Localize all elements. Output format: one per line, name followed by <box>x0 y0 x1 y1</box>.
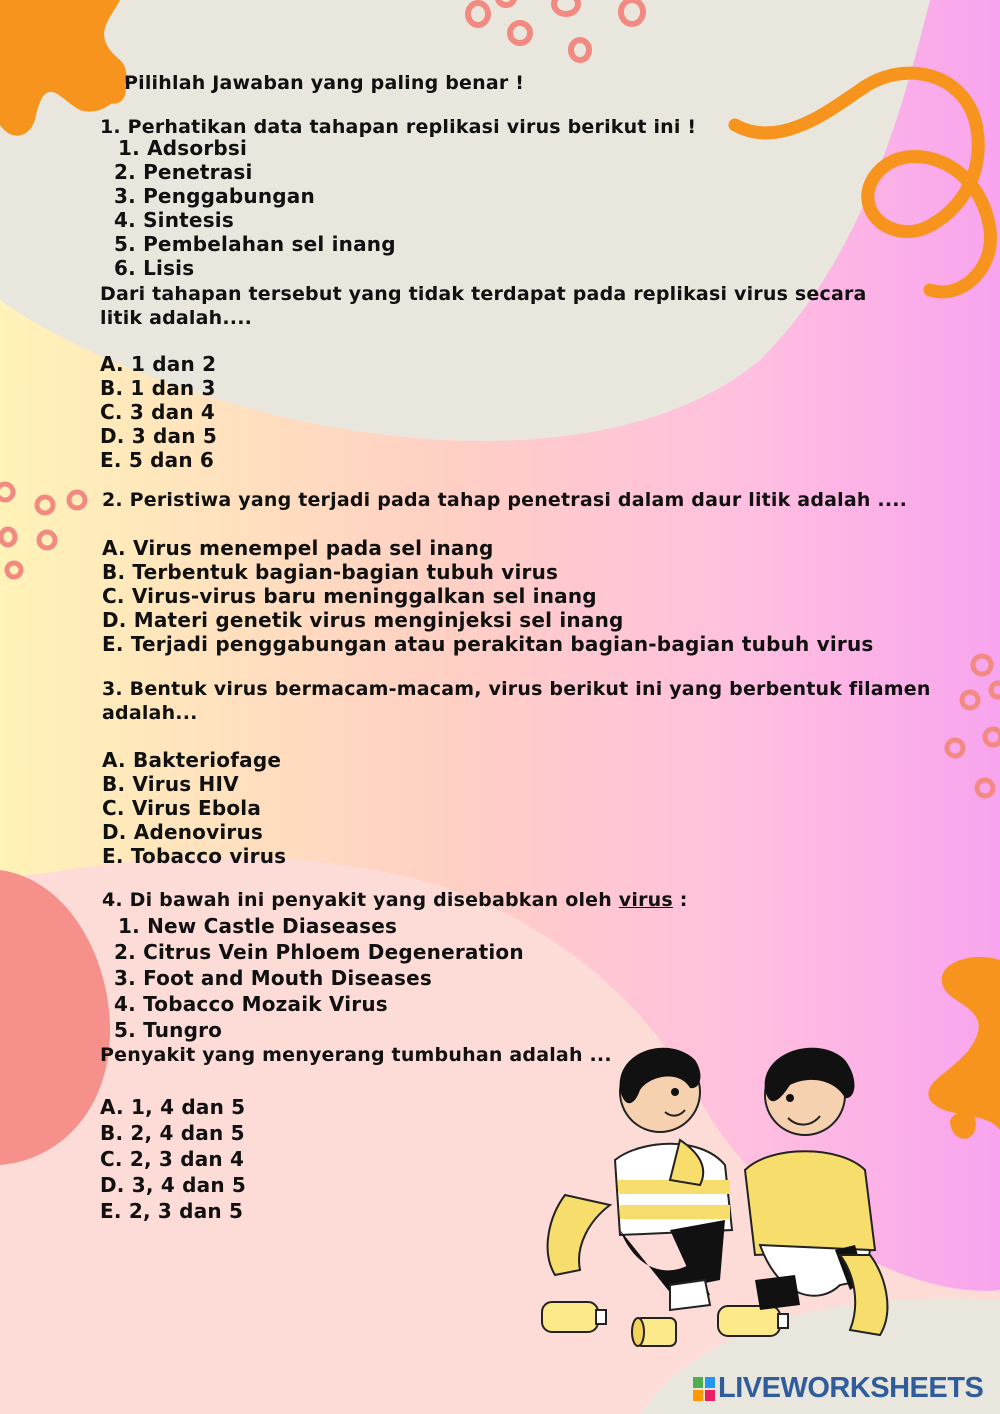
question-1-option-c[interactable]: C. 3 dan 4 <box>100 400 216 424</box>
question-1-option-e[interactable]: E. 5 dan 6 <box>100 448 215 472</box>
question-4-stem <box>102 888 688 912</box>
question-3-option-b[interactable]: B. Virus HIV <box>102 772 239 796</box>
question-4-list-item: 2. Citrus Vein Phloem Degeneration <box>114 940 524 964</box>
question-1-list-item: 5. Pembelahan sel inang <box>114 232 396 256</box>
question-1-list-item: 3. Penggabungan <box>114 184 315 208</box>
instruction-text: Pilihlah Jawaban yang paling benar ! <box>124 72 525 94</box>
liveworksheets-brand[interactable] <box>693 1372 983 1405</box>
question-3-option-e[interactable]: E. Tobacco virus <box>102 844 287 868</box>
question-1-option-d[interactable]: D. 3 dan 5 <box>100 424 217 448</box>
question-4-option-b[interactable]: B. 2, 4 dan 5 <box>100 1121 245 1145</box>
bottle-icon <box>718 1306 788 1336</box>
question-3-stem: adalah... <box>102 702 198 724</box>
question-4-option-a[interactable]: A. 1, 4 dan 5 <box>100 1095 246 1119</box>
question-2-stem: 2. Peristiwa yang terjadi pada tahap penetrasi dalam daur litik adalah .... <box>102 489 908 511</box>
question-1-stem: 1. Perhatikan data tahapan replikasi virus berikut ini ! <box>100 116 697 138</box>
bottle-icon <box>542 1302 606 1332</box>
question-4-stem-underlined: virus <box>618 889 673 911</box>
question-4-list-item: 1. New Castle Diaseases <box>118 914 398 938</box>
question-2-option-e[interactable]: E. Terjadi penggabungan atau perakitan bagian-bagian tubuh virus <box>102 632 874 656</box>
question-1-prompt: litik adalah.... <box>100 307 253 329</box>
question-3-stem: 3. Bentuk virus bermacam-macam, virus berikut ini yang berbentuk filamen <box>102 678 931 700</box>
question-1-prompt: Dari tahapan tersebut yang tidak terdapat pada replikasi virus secara <box>100 283 867 305</box>
question-4-option-d[interactable]: D. 3, 4 dan 5 <box>100 1173 247 1197</box>
question-2-option-d[interactable]: D. Materi genetik virus menginjeksi sel inang <box>102 608 624 632</box>
kid-left <box>548 1048 732 1310</box>
question-4-stem-text: 4. Di bawah ini penyakit yang disebabkan oleh <box>102 889 619 911</box>
question-4-list-item: 5. Tungro <box>114 1018 223 1042</box>
question-4-option-e[interactable]: E. 2, 3 dan 5 <box>100 1199 244 1223</box>
question-3-option-a[interactable]: A. Bakteriofage <box>102 748 282 772</box>
question-4-prompt: Penyakit yang menyerang tumbuhan adalah ... <box>100 1044 612 1066</box>
question-4-list-item: 4. Tobacco Mozaik Virus <box>114 992 388 1016</box>
question-1-list-item: 2. Penetrasi <box>114 160 253 184</box>
brand-name: LIVEWORKSHEETS <box>718 1372 984 1404</box>
question-3-option-c[interactable]: C. Virus Ebola <box>102 796 262 820</box>
question-1-list-item: 1. Adsorbsi <box>118 136 248 160</box>
liveworksheets-logo-icon <box>693 1377 715 1401</box>
question-4-stem-colon: : <box>672 889 688 911</box>
question-1-option-b[interactable]: B. 1 dan 3 <box>100 376 216 400</box>
question-1-list-item: 6. Lisis <box>114 256 195 280</box>
question-2-option-b[interactable]: B. Terbentuk bagian-bagian tubuh virus <box>102 560 559 584</box>
question-3-option-d[interactable]: D. Adenovirus <box>102 820 263 844</box>
question-1-option-a[interactable]: A. 1 dan 2 <box>100 352 217 376</box>
question-4-list-item: 3. Foot and Mouth Diseases <box>114 966 432 990</box>
question-2-option-a[interactable]: A. Virus menempel pada sel inang <box>102 536 494 560</box>
kid-right <box>745 1048 887 1335</box>
question-2-option-c[interactable]: C. Virus-virus baru meninggalkan sel inang <box>102 584 597 608</box>
question-4-option-c[interactable]: C. 2, 3 dan 4 <box>100 1147 245 1171</box>
can-icon <box>632 1318 676 1346</box>
question-1-list-item: 4. Sintesis <box>114 208 234 232</box>
two-kids-illustration <box>520 1030 910 1360</box>
